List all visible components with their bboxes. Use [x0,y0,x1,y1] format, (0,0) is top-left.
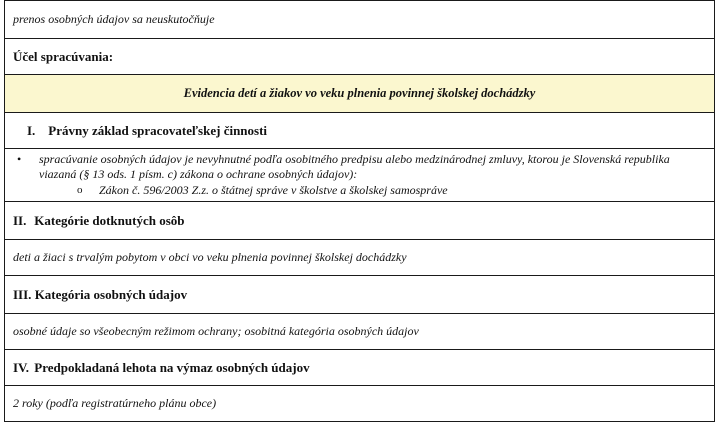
bullet-list [13,152,706,198]
legal-basis-cell [5,149,715,202]
section-number: III. [13,286,32,302]
list-item [39,152,706,198]
section-heading [5,276,715,314]
table-row [5,314,715,350]
section-number: I. [27,122,36,138]
table-row [5,276,715,314]
table-row [5,350,715,386]
purpose-label: Účel spracúvania: [5,39,715,75]
retention-value: 2 roky (podľa registratúrneho plánu obce) [5,386,715,422]
document-page [4,0,715,420]
data-category-value: osobné údaje so všeobecným režimom ochrany; osobitná kategória osobných údajov [5,314,715,350]
table-row [5,202,715,240]
table-row [5,1,715,39]
section-title: Kategória osobných údajov [34,286,188,302]
sub-list-item: o Zákon č. 596/2003 Z.z. o štátnej správe v školstve a školskej samospráve [99,183,706,198]
table-row [5,113,715,149]
purpose-value: Evidencia detí a žiakov vo veku plnenia povinnej školskej dochádzky [5,75,715,113]
section-title: Právny základ spracovateľskej činnosti [48,122,268,138]
table-row [5,75,715,113]
table-row [5,39,715,75]
section-number: II. [13,212,27,228]
section-heading [5,113,715,149]
sub-list [39,183,706,198]
table-row [5,240,715,276]
data-subjects-value: deti a žiaci s trvalým pobytom v obci vo veku plnenia povinnej školskej dochádzky [5,240,715,276]
section-title: Kategórie dotknutých osôb [34,212,185,228]
section-heading [5,202,715,240]
transfer-note: prenos osobných údajov sa neuskutočňuje [5,1,715,39]
section-number: IV. [13,359,30,375]
table-row [5,149,715,202]
section-title: Predpokladaná lehota na výmaz osobných údajov [34,359,310,375]
processing-record-table [4,0,715,422]
section-heading [5,350,715,386]
legal-basis-text: spracúvanie osobných údajov je nevyhnutné podľa osobitného predpisu alebo medzinárodnej zmluvy, ktorou je Slovenská republika viazaná (§ 13 ods. 1 písm. c) zákona o ochrane osobných údajov): [39,152,670,181]
table-row [5,386,715,422]
